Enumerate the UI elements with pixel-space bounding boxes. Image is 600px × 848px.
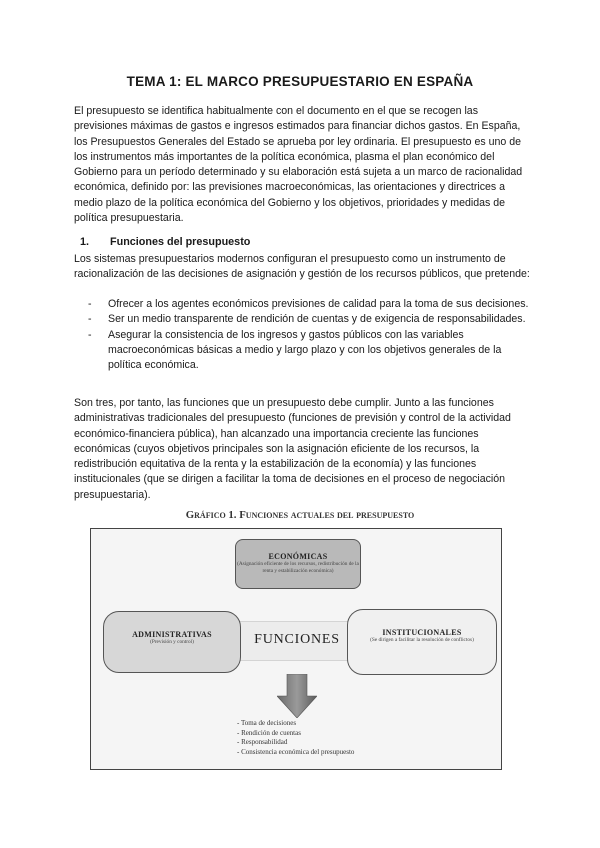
list-item-text: Ofrecer a los agentes económicos previsiones de calidad para la toma de sus decisiones. [108,298,529,310]
box-title: ECONÓMICAS [268,552,328,561]
box-subtitle: (Asignación eficiente de los recursos, redistribución de la renta y estabilización económica) [237,561,359,574]
section-title: Funciones del presupuesto [110,236,251,248]
box-title: INSTITUCIONALES [382,628,462,637]
functions-diagram [90,528,502,770]
box-title: ADMINISTRATIVAS [132,630,212,639]
bullet-dash: - [88,328,92,341]
institutional-functions-box [347,609,497,675]
intro-paragraph: El presupuesto se identifica habitualmente con el documento en el que se recogen las previsiones máximas de gastos e ingresos estimados para financiar dichos gastos. En España, los Presupuestos Generales del Estado se aprueba por ley ordinaria. El presupuesto es uno de los instrumentos más importantes de la política económica, plasma el plan económico del Gobierno para un período determinado y su elaboración está sujeta a un marco de racionalidad económica, definido por: las previsiones macroeconómicas, las orientaciones y directrices a medio plazo de la política económica del Gobierno y los objetivos, prioridades y medidas de política presupuestaria. [74,105,523,225]
closing-paragraph: Son tres, por tanto, las funciones que un presupuesto debe cumplir. Junto a las funciones administrativas tradicionales del presupuesto (funciones de previsión y control de la actividad económico-financiera pública), han alcanzado una importancia creciente las funciones económicas (cuyos objetivos principales son la asignación eficiente de los recursos, la redistribución equitativa de la renta y la estabilización de la economía) y las funciones institucionales (que se dirigen a facilitar la toma de decisiones en el proceso de negociación presupuestaria). [74,397,511,501]
list-item [88,328,532,374]
list-item: - Toma de decisiones [237,719,297,727]
page-title: TEMA 1: EL MARCO PRESUPUESTARIO EN ESPAÑA [126,74,474,89]
economic-functions-box [235,539,361,589]
bullet-dash: - [88,313,92,326]
section-heading [80,236,250,248]
section-number: 1. [80,236,90,248]
list-item [88,312,532,327]
center-label: FUNCIONES [254,632,340,647]
down-arrow-icon [277,674,317,718]
list-item-text: Ser un medio transparente de rendición de cuentas y de exigencia de responsabilidades. [108,313,526,326]
list-item: - Responsabilidad [237,738,288,746]
list-item [88,297,532,312]
results-list [237,719,477,757]
administrative-functions-box [103,611,241,673]
list-item-text: Asegurar la consistencia de los ingresos y gastos públicos con las variables macroeconómicas básicas a medio y largo plazo y con los objetivos generales de la política económica. [108,328,502,372]
bullet-dash: - [88,298,92,310]
list-item: - Consistencia económica del presupuesto [237,747,355,756]
box-subtitle: (Previsión y control) [150,639,194,645]
section-lead-paragraph: Los sistemas presupuestarios modernos configuran el presupuesto como un instrumento de racionalización de las decisiones de asignación y gestión de los recursos públicos, que pretende: [74,253,530,281]
box-subtitle: (Se dirigen a facilitar la resolución de conflictos) [370,637,474,643]
bullet-list [88,297,532,373]
figure-caption: Gráfico 1. Funciones actuales del presupuesto [185,509,415,521]
list-item: - Rendición de cuentas [237,728,301,737]
